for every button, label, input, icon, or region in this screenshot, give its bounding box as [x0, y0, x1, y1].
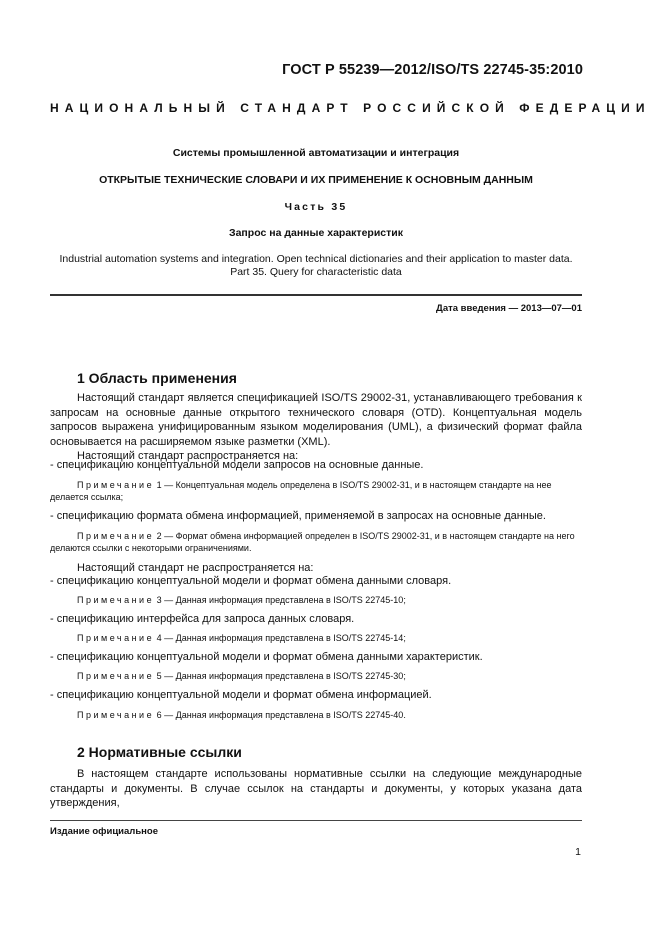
note-3	[77, 594, 583, 606]
page-number: 1	[575, 846, 581, 858]
exclusion-item-1: - спецификацию концептуальной модели и формат обмена данными словаря.	[50, 575, 452, 587]
applies-to-line: Настоящий стандарт распространяется на:	[77, 450, 299, 462]
scope-item-2: - спецификацию формата обмена информацией, применяемой в запросах на основные данные.	[50, 510, 546, 522]
note-label: Примечание	[77, 531, 155, 541]
section-2-heading: 2 Нормативные ссылки	[77, 744, 242, 760]
english-title-line-1: Industrial automation systems and integration. Open technical dictionaries and their application to master data.	[59, 253, 573, 265]
note-text: — Концептуальная модель определена в ISO/TS 29002-31, и в настоящем стандарте на нее делается ссылка;	[50, 480, 552, 502]
exclusion-item-3: - спецификацию концептуальной модели и формат обмена данными характеристик.	[50, 651, 483, 663]
note-text: — Данная информация представлена в ISO/TS 22745-30;	[164, 671, 406, 681]
footer-divider	[50, 820, 582, 821]
national-standard-heading: НАЦИОНАЛЬНЫЙ СТАНДАРТ РОССИЙСКОЙ ФЕДЕРАЦИИ	[50, 101, 651, 115]
note-4	[77, 632, 583, 644]
note-text: — Формат обмена информацией определен в ISO/TS 29002-31, и в настоящем стандарте на него делаются ссылки с некоторыми ограничениями.	[50, 531, 575, 553]
note-label: Примечание	[77, 595, 155, 605]
note-number: 1	[156, 480, 162, 490]
not-applies-line: Настоящий стандарт не распространяется на:	[77, 562, 314, 574]
scope-paragraph: Настоящий стандарт является спецификацией ISO/TS 29002-31, устанавливающего требования к запросам на основные данные открытого технического словаря (OTD). Концептуальная модель запросов выражена унифицированным языком моделирования (UML), а физический формат файла основывается на расширяемом языке разметки (XML).	[50, 392, 582, 448]
note-number: 6	[156, 710, 162, 720]
note-label: Примечание	[77, 710, 155, 720]
note-5	[77, 670, 583, 682]
scope-item-1: - спецификацию концептуальной модели запросов на основные данные.	[50, 459, 424, 471]
section-1-heading: 1 Область применения	[77, 370, 237, 386]
section-1-paragraph	[50, 391, 582, 464]
note-number: 2	[156, 531, 162, 541]
official-edition-label: Издание официальное	[50, 826, 158, 837]
english-title	[50, 253, 582, 279]
note-number: 5	[156, 671, 162, 681]
note-text: — Данная информация представлена в ISO/TS 22745-14;	[164, 633, 406, 643]
note-label: Примечание	[77, 480, 155, 490]
title-divider	[50, 294, 582, 296]
main-title: ОТКРЫТЫЕ ТЕХНИЧЕСКИЕ СЛОВАРИ И ИХ ПРИМЕНЕНИЕ К ОСНОВНЫМ ДАННЫМ	[99, 174, 533, 186]
note-number: 4	[156, 633, 162, 643]
document-code: ГОСТ Р 55239—2012/ISO/TS 22745-35:2010	[282, 62, 583, 78]
note-label: Примечание	[77, 633, 155, 643]
section-2-paragraph	[50, 767, 582, 811]
note-6	[77, 709, 583, 721]
normative-references-paragraph: В настоящем стандарте использованы нормативные ссылки на следующие международные стандарты и документы. В случае ссылок на стандарты и документы, у которых указана дата утверждения,	[50, 768, 582, 809]
note-2	[50, 530, 583, 554]
note-text: — Данная информация представлена в ISO/TS 22745-40.	[164, 710, 406, 720]
series-title: Системы промышленной автоматизации и интеграция	[172, 147, 460, 159]
introduction-date: Дата введения — 2013—07—01	[436, 303, 582, 314]
exclusion-item-2: - спецификацию интерфейса для запроса данных словаря.	[50, 613, 355, 625]
note-text: — Данная информация представлена в ISO/TS 22745-10;	[164, 595, 406, 605]
subject-title: Запрос на данные характеристик	[229, 227, 403, 239]
note-label: Примечание	[77, 671, 155, 681]
exclusion-item-4: - спецификацию концептуальной модели и формат обмена информацией.	[50, 689, 432, 701]
english-title-line-2: Part 35. Query for characteristic data	[230, 266, 402, 278]
note-number: 3	[156, 595, 162, 605]
note-1	[50, 479, 583, 503]
part-title: Часть 35	[284, 201, 348, 213]
